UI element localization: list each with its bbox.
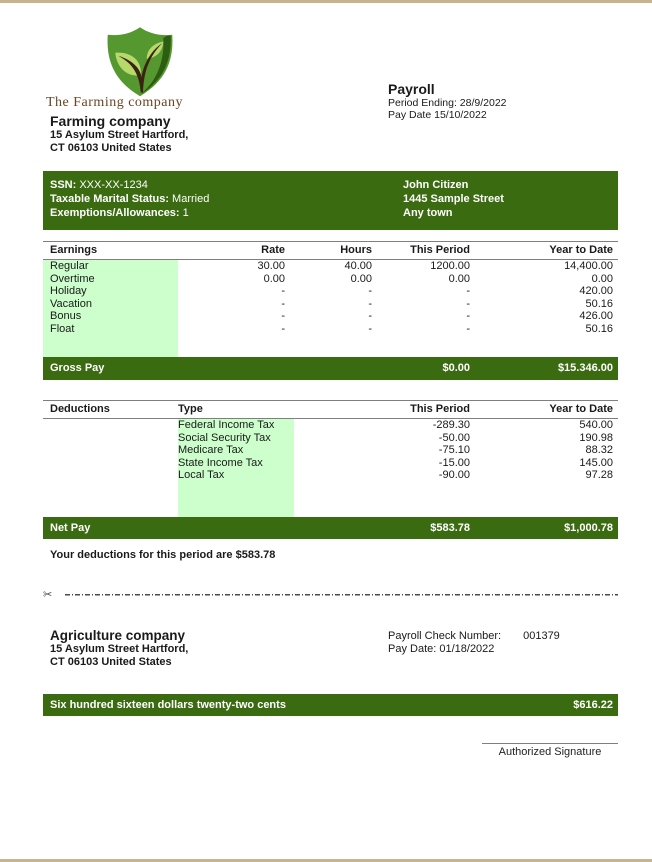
earnings-header-ytd: Year to Date (549, 244, 613, 256)
employer-block (50, 113, 188, 155)
earnings-row: Bonus - - - 426.00 (43, 310, 618, 323)
check-section (43, 628, 618, 672)
earnings-row: Regular 30.00 40.00 1200.00 14,400.00 (43, 260, 618, 273)
earnings-header-hours: Hours (340, 244, 372, 256)
pay-date: Pay Date 15/10/2022 (388, 109, 487, 121)
check-number-value: 001379 (523, 629, 560, 642)
deductions-header-label: Deductions (50, 403, 110, 415)
check-pay-date: Pay Date: 01/18/2022 (388, 642, 495, 655)
net-pay-label: Net Pay (50, 521, 91, 534)
deductions-spacer (43, 482, 618, 517)
earnings-table-header (43, 241, 618, 260)
scissors-icon: ✂ (43, 589, 53, 601)
deduction-row: State Income Tax -15.00 145.00 (178, 456, 613, 469)
payroll-title: Payroll (388, 81, 435, 97)
brand-name: The Farming company (46, 95, 184, 110)
marital-status-value: Married (169, 193, 210, 205)
deductions-table-body (43, 419, 618, 517)
authorized-signature-line: Authorized Signature (482, 743, 618, 758)
payroll-header-block (388, 81, 507, 121)
employer-name: Farming company (50, 113, 171, 129)
deductions-note: Your deductions for this period are $583.78 (50, 548, 276, 561)
check-amount-bar (43, 694, 618, 716)
deduction-row: Social Security Tax -50.00 190.98 (178, 431, 613, 444)
net-pay-bar (43, 517, 618, 539)
gross-pay-this-period: $0.00 (442, 362, 470, 374)
deductions-header-this-period: This Period (410, 403, 470, 415)
deductions-header-ytd: Year to Date (549, 403, 613, 415)
earnings-row: Holiday - - - 420.00 (43, 285, 618, 298)
employee-name: John Citizen (403, 179, 469, 191)
employer-address-line2: CT 06103 United States (50, 142, 172, 154)
earnings-header-label: Earnings (50, 244, 98, 256)
employee-info-banner (43, 171, 618, 230)
amount-numeric: $616.22 (573, 698, 613, 711)
exemptions-value: 1 (179, 207, 189, 219)
period-ending: Period Ending: 28/9/2022 (388, 97, 507, 109)
earnings-row: Vacation - - - 50.16 (43, 298, 618, 311)
employee-address-line1: 1445 Sample Street (403, 193, 504, 205)
farming-company-logo-icon (101, 25, 179, 97)
dashed-separator (65, 594, 618, 596)
ssn-value: XXX-XX-1234 (76, 179, 148, 191)
cut-line (43, 588, 618, 602)
employee-address-line2: Any town (403, 207, 453, 219)
earnings-row: Float - - - 50.16 (43, 323, 618, 336)
ssn-label: SSN: (50, 179, 77, 191)
check-company-address1: 15 Asylum Street Hartford, (50, 642, 189, 655)
deductions-header-type: Type (178, 403, 203, 415)
check-company-name: Agriculture company (50, 627, 186, 643)
earnings-spacer (43, 335, 618, 357)
exemptions-label: Exemptions/Allowances: (50, 207, 180, 219)
deduction-row: Local Tax -90.00 97.28 (178, 469, 613, 481)
marital-status-label: Taxable Marital Status: (50, 193, 169, 205)
deduction-row: Medicare Tax -75.10 88.32 (178, 444, 613, 456)
earnings-row: Overtime 0.00 0.00 0.00 0.00 (43, 273, 618, 286)
document-header (43, 25, 618, 171)
gross-pay-bar (43, 357, 618, 380)
deductions-table-header (43, 400, 618, 419)
deduction-row: Federal Income Tax -289.30 540.00 (178, 419, 613, 431)
earnings-header-this-period: This Period (410, 244, 470, 256)
employee-tax-info (50, 178, 611, 220)
gross-pay-ytd: $15.346.00 (557, 362, 613, 374)
amount-in-words: Six hundred sixteen dollars twenty-two cents (50, 698, 286, 711)
net-pay-this-period: $583.78 (430, 521, 470, 534)
employee-address-block (403, 178, 504, 220)
check-number-label: Payroll Check Number: (388, 629, 502, 642)
gross-pay-label: Gross Pay (50, 362, 105, 374)
earnings-header-rate: Rate (261, 244, 285, 256)
net-pay-ytd: $1,000.78 (564, 521, 613, 534)
employer-address-line1: 15 Asylum Street Hartford, (50, 129, 189, 141)
earnings-table-body (43, 260, 618, 357)
check-company-address2: CT 06103 United States (50, 655, 172, 668)
